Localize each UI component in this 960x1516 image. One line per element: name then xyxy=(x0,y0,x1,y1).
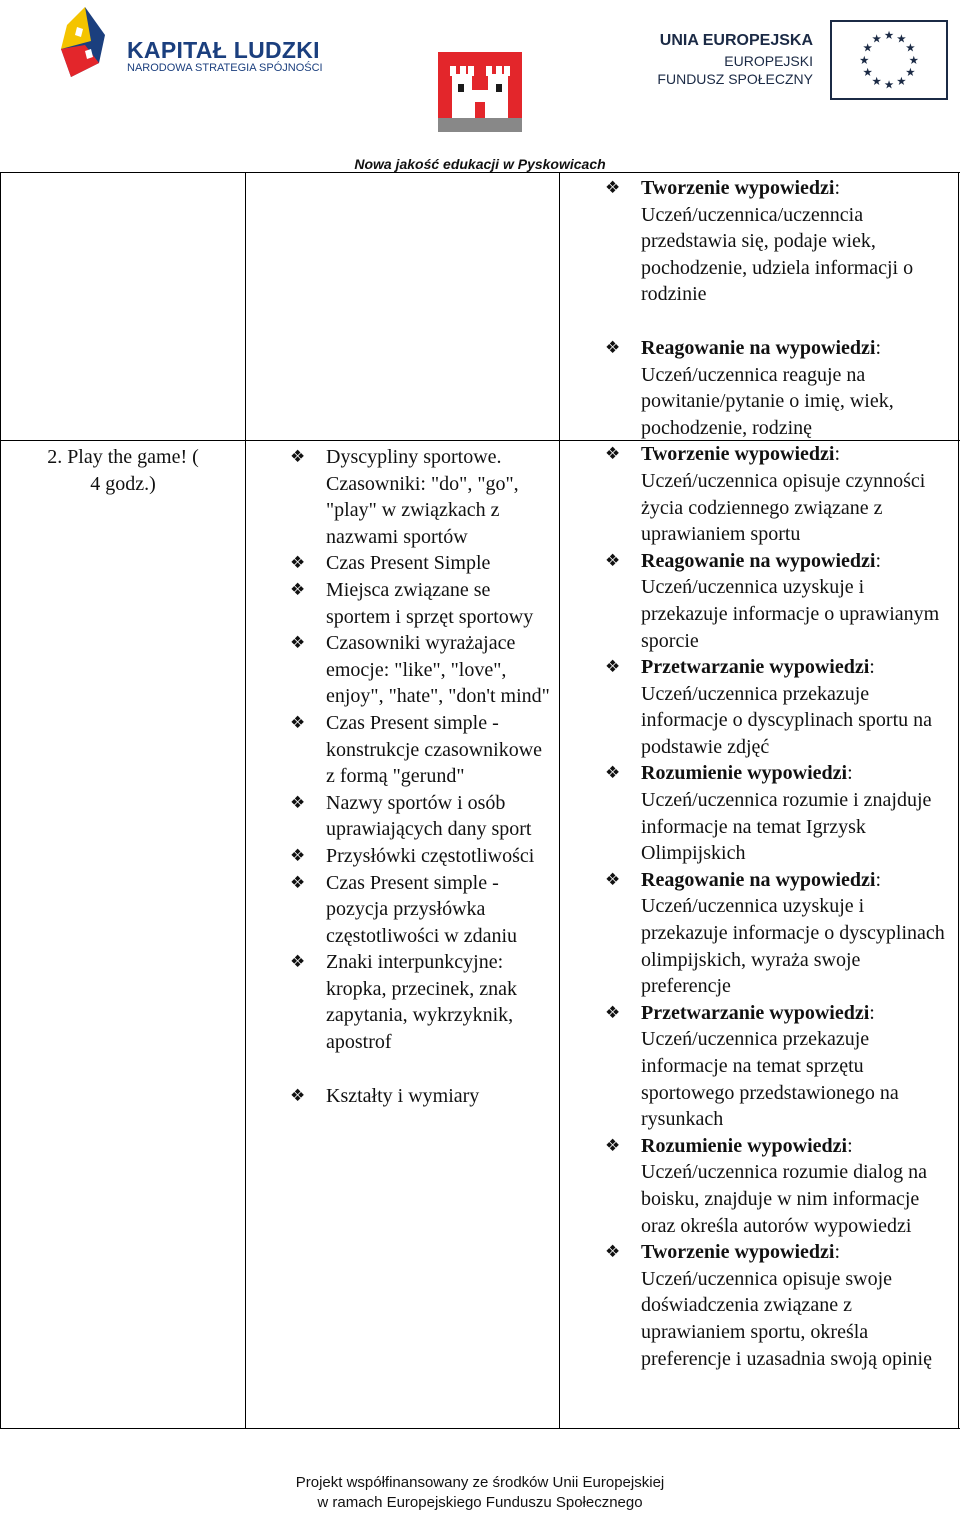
list-item: ❖ Tworzenie wypowiedzi: Uczeń/uczennica opisuje swoje doświadczenia związane z uprawianiem sportu, określa preferencje i uzasadnia swoją opinię xyxy=(605,1241,932,1370)
unit-title: 2. Play the game! ( 4 godz.) xyxy=(47,446,199,495)
skill-text: Uczeń/uczennica/uczenncia przedstawia się, podaje wiek, pochodzenie, udziela informacji o rodzinie xyxy=(641,203,914,306)
skill-text: Uczeń/uczennica uzyskuje i przekazuje informacje o dyscyplinach olimpijskich, wyraża swoje preferencje xyxy=(641,895,945,998)
eu-star-icon: ★ xyxy=(883,79,895,92)
list-item xyxy=(290,843,555,870)
topic-text: Czas Present simple - pozycja przysłówka częstotliwości w zdaniu xyxy=(326,871,518,947)
town-coat-of-arms-icon xyxy=(438,52,522,132)
diamond-bullet-icon: ❖ xyxy=(290,553,306,574)
diamond-bullet-icon: ❖ xyxy=(605,763,621,784)
eu-star-icon: ★ xyxy=(905,67,916,80)
kapital-ludzki-subtitle: NARODOWA STRATEGIA SPÓJNOŚCI xyxy=(127,62,323,74)
diamond-bullet-icon: ❖ xyxy=(605,550,621,571)
skill-text: Uczeń/uczennica rozumie dialog na boisku, znajduje w nim informacje oraz określa autorów wypowiedzi xyxy=(641,1161,927,1237)
skills-list xyxy=(605,175,950,1372)
header-caption: Nowa jakość edukacji w Pyskowicach xyxy=(354,156,606,172)
topic-text: Znaki interpunkcyjne: kropka, przecinek, znak zapytania, wykrzyknik, apostrof xyxy=(326,951,518,1054)
kapital-ludzki-logo xyxy=(55,5,335,95)
list-item: ❖ Przetwarzanie wypowiedzi: Uczeń/uczennica przekazuje informacje o dyscyplinach sportu na podstawie zdjęć xyxy=(605,656,933,758)
list-item xyxy=(290,444,555,550)
eu-star-icon: ★ xyxy=(896,76,907,89)
skill-label: Tworzenie wypowiedzi xyxy=(641,443,835,466)
diamond-bullet-icon: ❖ xyxy=(290,952,306,973)
list-item xyxy=(290,790,555,843)
eu-logo-line1: UNIA EUROPEJSKA xyxy=(659,32,813,49)
skill-label: Tworzenie wypowiedzi xyxy=(641,177,835,199)
eu-star-icon: ★ xyxy=(883,30,895,43)
diamond-bullet-icon: ❖ xyxy=(605,178,621,198)
list-item xyxy=(290,870,555,950)
list-item xyxy=(290,550,555,577)
skill-label: Reagowanie na wypowiedzi xyxy=(641,549,876,572)
skill-text: Uczeń/uczennica opisuje czynności życia codziennego związane z uprawianiem sportu xyxy=(641,469,926,546)
eu-star-icon: ★ xyxy=(859,54,870,67)
skill-label: Rozumienie wypowiedzi xyxy=(641,1134,848,1157)
skill-text: Uczeń/uczennica rozumie i znajduje informacje na temat Igrzysk Olimpijskich xyxy=(641,789,932,865)
topic-text: Dyscypliny sportowe. Czasowniki: "do", "go", "play" w związkach z nazwami sportów xyxy=(326,446,519,548)
diamond-bullet-icon: ❖ xyxy=(605,869,621,890)
list-item xyxy=(290,1083,555,1110)
list-item xyxy=(290,710,555,790)
diamond-bullet-icon: ❖ xyxy=(290,579,306,600)
list-item: ❖ Reagowanie na wypowiedzi: Uczeń/uczennica uzyskuje i przekazuje informacje o dyscyplinach olimpijskich, wyraża swoje preferencje xyxy=(605,868,945,998)
skill-label: Przetwarzanie wypowiedzi xyxy=(641,1001,870,1024)
eu-flag-icon xyxy=(830,20,948,100)
eu-star-icon: ★ xyxy=(896,33,907,46)
list-item: ❖ Tworzenie wypowiedzi: Uczeń/uczennica opisuje czynności życia codziennego związane z uprawianiem sportu xyxy=(605,443,926,546)
skill-label: Rozumienie wypowiedzi xyxy=(641,762,848,785)
diamond-bullet-icon: ❖ xyxy=(290,712,306,733)
eu-star-icon: ★ xyxy=(862,42,873,55)
diamond-bullet-icon: ❖ xyxy=(605,444,621,465)
table-left-border xyxy=(0,172,1,1429)
footer-line1: Projekt współfinansowany ze środków Unii Europejskiej xyxy=(295,1474,665,1491)
topic-text: Przysłówki częstotliwości xyxy=(326,844,535,867)
eu-star-icon: ★ xyxy=(871,76,882,89)
diamond-bullet-icon: ❖ xyxy=(290,872,306,893)
topic-text: Kształty i wymiary xyxy=(326,1084,480,1107)
eu-logo-line2: EUROPEJSKI xyxy=(724,53,813,69)
list-item xyxy=(290,577,555,630)
eu-logo xyxy=(648,20,948,102)
diamond-bullet-icon: ❖ xyxy=(290,845,306,866)
diamond-bullet-icon: ❖ xyxy=(605,657,621,678)
list-item: ❖ Reagowanie na wypowiedzi: Uczeń/uczennica reaguje na powitanie/pytanie o imię, wiek, pochodzenie, rodzinę xyxy=(605,336,894,439)
kapital-ludzki-title: KAPITAŁ LUDZKI xyxy=(127,37,320,63)
diamond-bullet-icon: ❖ xyxy=(605,337,621,358)
diamond-bullet-icon: ❖ xyxy=(290,1085,306,1106)
table-bottom-border xyxy=(0,1428,960,1429)
diamond-bullet-icon: ❖ xyxy=(290,792,306,813)
topic-text: Nazwy sportów i osób uprawiających dany sport xyxy=(326,791,532,841)
diamond-bullet-icon: ❖ xyxy=(605,1242,621,1263)
topics-list xyxy=(290,444,555,1109)
list-item xyxy=(290,949,555,1055)
column-divider-1 xyxy=(245,172,246,1429)
diamond-bullet-icon: ❖ xyxy=(290,447,306,467)
list-item xyxy=(290,630,555,710)
skill-text: Uczeń/uczennica przekazuje informacje na temat sprzętu sportowego przedstawionego na rysunkach xyxy=(641,1028,899,1131)
skill-label: Reagowanie na wypowiedzi xyxy=(641,336,876,359)
list-item: ❖ Rozumienie wypowiedzi: Uczeń/uczennica rozumie dialog na boisku, znajduje w nim informacje oraz określa autorów wypowiedzi xyxy=(605,1134,927,1237)
skill-text: Uczeń/uczennica przekazuje informacje o dyscyplinach sportu na podstawie zdjęć xyxy=(641,682,933,758)
diamond-bullet-icon: ❖ xyxy=(605,1002,621,1023)
footer-line2: w ramach Europejskiego Funduszu Społecznego xyxy=(317,1494,643,1511)
diamond-bullet-icon: ❖ xyxy=(605,1135,621,1156)
topic-text: Czas Present simple - konstrukcje czasownikowe z formą "gerund" xyxy=(326,711,543,788)
list-item: ❖ Reagowanie na wypowiedzi: Uczeń/uczennica uzyskuje i przekazuje informacje o uprawianym sporcie xyxy=(605,549,940,652)
eu-logo-line3: FUNDUSZ SPOŁECZNY xyxy=(657,71,813,87)
skill-text: Uczeń/uczennica reaguje na powitanie/pytanie o imię, wiek, pochodzenie, rodzinę xyxy=(641,363,894,439)
kapital-ludzki-emblem-icon xyxy=(55,5,115,93)
eu-star-icon: ★ xyxy=(871,33,882,46)
eu-star-icon: ★ xyxy=(862,67,873,80)
diamond-bullet-icon: ❖ xyxy=(290,633,306,654)
table-right-border xyxy=(958,172,959,1429)
list-item: ❖ Tworzenie wypowiedzi: Uczeń/uczennica/uczenncia przedstawia się, podaje wiek, pochodzenie, udziela informacji o rodzinie xyxy=(605,177,914,306)
skill-label: Przetwarzanie wypowiedzi xyxy=(641,656,870,679)
skill-text: Uczeń/uczennica uzyskuje i przekazuje informacje o uprawianym sporcie xyxy=(641,576,940,652)
list-item: ❖ Rozumienie wypowiedzi: Uczeń/uczennica rozumie i znajduje informacje na temat Igrzysk Olimpijskich xyxy=(605,762,932,865)
topic-text: Czasowniki wyrażajace emocje: "like", "love", enjoy", "hate", "don't mind" xyxy=(326,632,550,708)
table-top-border xyxy=(0,172,960,173)
eu-star-icon: ★ xyxy=(905,42,916,55)
column-divider-2 xyxy=(559,172,560,1429)
skill-label: Tworzenie wypowiedzi xyxy=(641,1241,835,1264)
topic-text: Miejsca związane se sportem i sprzęt sportowy xyxy=(326,578,534,628)
skill-text: Uczeń/uczennica opisuje swoje doświadczenia związane z uprawianiem sportu, określa preferencje i uzasadnia swoją opinię xyxy=(641,1267,932,1370)
list-item: ❖ Przetwarzanie wypowiedzi: Uczeń/uczennica przekazuje informacje na temat sprzętu sportowego przedstawionego na rysunkach xyxy=(605,1001,899,1131)
footer xyxy=(0,1473,960,1513)
skill-label: Reagowanie na wypowiedzi xyxy=(641,868,876,891)
eu-star-icon: ★ xyxy=(908,54,919,67)
topic-text: Czas Present Simple xyxy=(326,552,491,575)
